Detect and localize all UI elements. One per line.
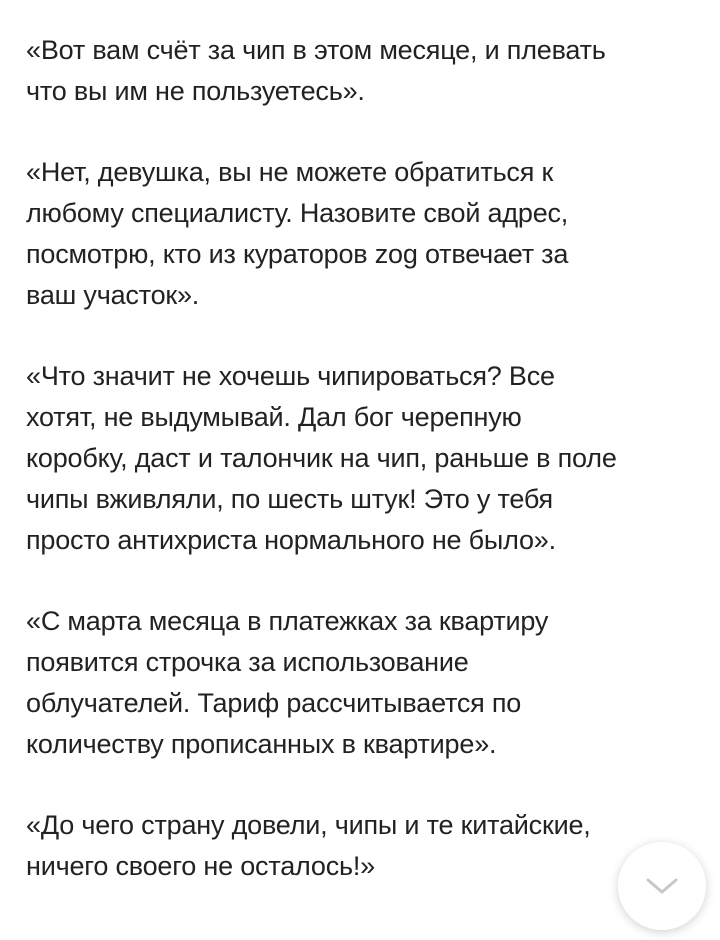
article-body	[26, 30, 698, 927]
paragraph-1: «Вот вам счёт за чип в этом месяце, и плевать что вы им не пользуетесь».	[26, 35, 606, 106]
paragraph-2: «Нет, девушка, вы не можете обратиться к любому специалисту. Назовите свой адрес, посмотрю, кто из кураторов zog отвечает за ваш участок».	[26, 157, 569, 310]
scroll-down-button[interactable]	[618, 842, 706, 930]
paragraph-3: «Что значит не хочешь чипироваться? Все хотят, не выдумывай. Дал бог черепную коробку, даст и талончик на чип, раньше в поле чипы вживляли, по шесть штук! Это у тебя просто антихриста нормального не было».	[26, 361, 617, 555]
chevron-down-icon	[645, 876, 679, 896]
paragraph-4: «С марта месяца в платежках за квартиру появится строчка за использование облучателей. Тариф рассчитывается по количеству прописанных в квартире».	[26, 606, 549, 759]
paragraph-5: «До чего страну довели, чипы и те китайские, ничего своего не осталось!»	[26, 810, 591, 881]
